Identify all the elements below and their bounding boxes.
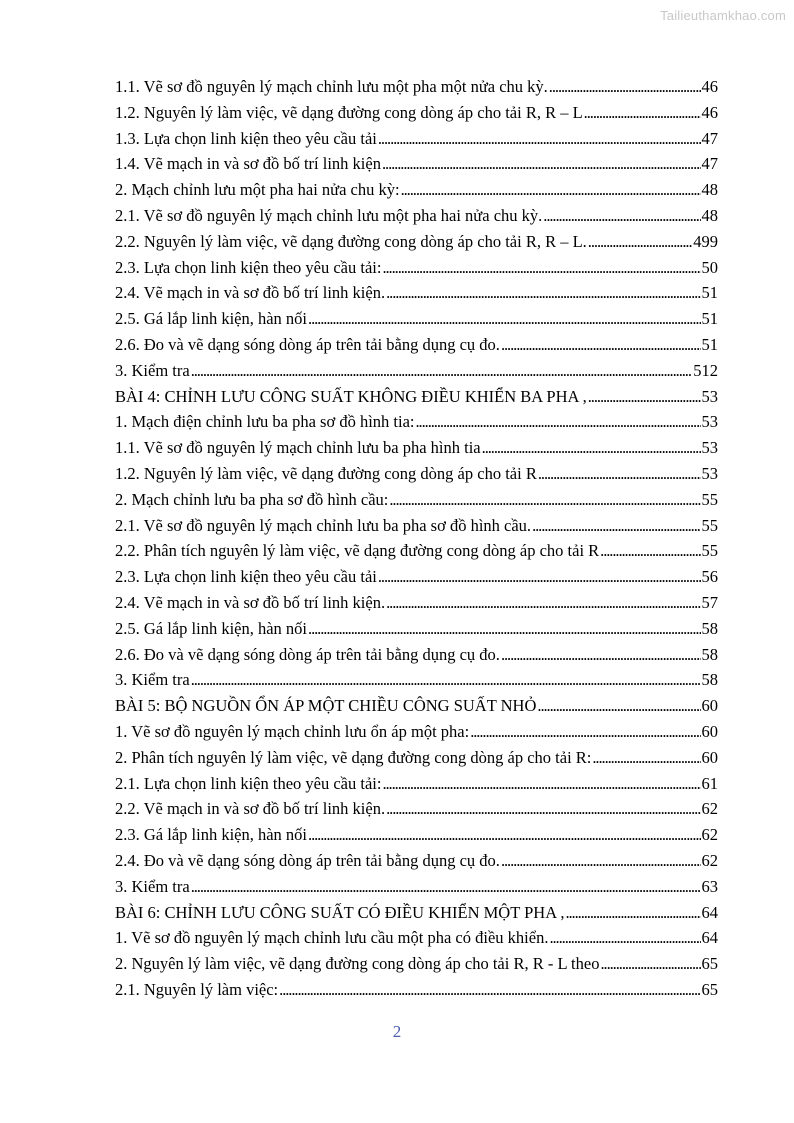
toc-dot-leader — [191, 358, 693, 384]
toc-entry[interactable] — [115, 358, 718, 384]
toc-dot-leader — [386, 796, 700, 822]
toc-dot-leader — [600, 538, 700, 564]
toc-dot-leader — [543, 203, 700, 229]
toc-dot-leader — [537, 693, 700, 719]
toc-entry[interactable] — [115, 667, 718, 693]
toc-entry-title: 2.5. Gá lắp linh kiện, hàn nối — [115, 309, 308, 329]
toc-dot-leader — [382, 771, 700, 797]
toc-entry[interactable] — [115, 564, 718, 590]
toc-entry[interactable] — [115, 719, 718, 745]
table-of-contents — [115, 74, 718, 1003]
toc-entry-page: 60 — [701, 696, 718, 716]
toc-entry[interactable] — [115, 616, 718, 642]
toc-entry-title: 2. Mạch chỉnh lưu một pha hai nửa chu kỳ: — [115, 180, 400, 200]
toc-entry-page: 65 — [701, 954, 718, 974]
toc-dot-leader — [588, 384, 701, 410]
toc-dot-leader — [501, 848, 701, 874]
toc-entry[interactable] — [115, 848, 718, 874]
toc-entry-title: 2. Nguyên lý làm việc, vẽ dạng đường cong dòng áp cho tải R, R - L theo — [115, 954, 600, 974]
toc-dot-leader — [279, 977, 700, 1003]
toc-dot-leader — [378, 126, 701, 152]
toc-entry[interactable] — [115, 771, 718, 797]
toc-entry-page: 48 — [701, 180, 718, 200]
toc-dot-leader — [588, 229, 692, 255]
toc-dot-leader — [549, 74, 701, 100]
toc-dot-leader — [401, 177, 701, 203]
toc-entry-title: BÀI 6: CHỈNH LƯU CÔNG SUẤT CÓ ĐIỀU KHIỂN MỘT PHA , — [115, 902, 565, 922]
toc-entry-page: 60 — [701, 721, 718, 741]
toc-dot-leader — [592, 745, 700, 771]
toc-entry-page: 48 — [701, 205, 718, 225]
toc-entry-page: 46 — [701, 102, 718, 122]
toc-entry-title: 2.1. Lựa chọn linh kiện theo yêu cầu tải: — [115, 773, 382, 793]
toc-entry-title: 2.3. Gá lắp linh kiện, hàn nối — [115, 825, 308, 845]
toc-entry-title: 2.2. Nguyên lý làm việc, vẽ dạng đường cong dòng áp cho tải R, R – L. — [115, 231, 587, 251]
toc-entry[interactable] — [115, 513, 718, 539]
toc-entry[interactable] — [115, 384, 718, 410]
toc-dot-leader — [470, 719, 700, 745]
toc-entry-page: 58 — [701, 670, 718, 690]
toc-entry[interactable] — [115, 538, 718, 564]
toc-entry-page: 55 — [701, 489, 718, 509]
toc-entry-page: 64 — [701, 928, 718, 948]
toc-entry[interactable] — [115, 874, 718, 900]
toc-entry[interactable] — [115, 951, 718, 977]
toc-entry-page: 64 — [701, 902, 718, 922]
toc-dot-leader — [389, 487, 700, 513]
toc-dot-leader — [501, 642, 701, 668]
toc-entry[interactable] — [115, 435, 718, 461]
toc-entry[interactable] — [115, 590, 718, 616]
toc-entry-page: 55 — [701, 515, 718, 535]
toc-entry[interactable] — [115, 461, 718, 487]
toc-entry-page: 58 — [701, 618, 718, 638]
toc-dot-leader — [538, 461, 701, 487]
toc-entry-title: 2.4. Đo và vẽ dạng sóng dòng áp trên tải bằng dụng cụ đo. — [115, 850, 500, 870]
toc-entry[interactable] — [115, 280, 718, 306]
toc-entry-page: 53 — [701, 438, 718, 458]
toc-entry[interactable] — [115, 177, 718, 203]
toc-dot-leader — [386, 280, 700, 306]
toc-entry-page: 57 — [701, 592, 718, 612]
toc-entry-page: 47 — [701, 128, 718, 148]
toc-entry[interactable] — [115, 693, 718, 719]
toc-entry-page: 53 — [701, 386, 718, 406]
toc-entry-title: BÀI 5: BỘ NGUỒN ỔN ÁP MỘT CHIỀU CÔNG SUẤT NHỎ — [115, 696, 537, 716]
toc-entry[interactable] — [115, 900, 718, 926]
toc-dot-leader — [532, 513, 700, 539]
toc-dot-leader — [308, 822, 700, 848]
toc-entry-title: 2.3. Lựa chọn linh kiện theo yêu cầu tải — [115, 567, 377, 587]
toc-entry-page: 62 — [701, 850, 718, 870]
toc-entry[interactable] — [115, 74, 718, 100]
toc-dot-leader — [549, 925, 700, 951]
toc-entry-title: 2.1. Nguyên lý làm việc: — [115, 979, 279, 999]
toc-entry-title: 2.1. Vẽ sơ đồ nguyên lý mạch chỉnh lưu một pha hai nửa chu kỳ. — [115, 205, 543, 225]
toc-entry-page: 62 — [701, 799, 718, 819]
toc-entry[interactable] — [115, 977, 718, 1003]
page-number: 2 — [392, 1022, 402, 1041]
toc-entry-page: 63 — [701, 876, 718, 896]
toc-dot-leader — [308, 616, 700, 642]
toc-entry[interactable] — [115, 796, 718, 822]
toc-entry-title: 2.5. Gá lắp linh kiện, hàn nối — [115, 618, 308, 638]
toc-entry-page: 51 — [701, 309, 718, 329]
toc-entry[interactable] — [115, 642, 718, 668]
toc-entry-title: 1. Vẽ sơ đồ nguyên lý mạch chỉnh lưu cầu một pha có điều khiển. — [115, 928, 549, 948]
toc-entry-title: 2.6. Đo và vẽ dạng sóng dòng áp trên tải bằng dụng cụ đo. — [115, 334, 500, 354]
toc-entry-title: 1.1. Vẽ sơ đồ nguyên lý mạch chỉnh lưu ba pha hình tia — [115, 438, 481, 458]
toc-entry-title: 3. Kiểm tra — [115, 876, 190, 896]
toc-entry-page: 51 — [701, 334, 718, 354]
toc-entry-title: 1.1. Vẽ sơ đồ nguyên lý mạch chỉnh lưu một pha một nửa chu kỳ. — [115, 77, 548, 96]
toc-entry-title: BÀI 4: CHỈNH LƯU CÔNG SUẤT KHÔNG ĐIỀU KHIỂN BA PHA , — [115, 386, 587, 406]
toc-dot-leader — [191, 667, 701, 693]
toc-entry-page: 46 — [701, 77, 718, 96]
toc-entry-title: 2.1. Vẽ sơ đồ nguyên lý mạch chỉnh lưu ba pha sơ đồ hình cầu. — [115, 515, 532, 535]
toc-dot-leader — [378, 564, 701, 590]
toc-entry-page: 60 — [701, 747, 718, 767]
toc-entry-title: 1. Vẽ sơ đồ nguyên lý mạch chỉnh lưu ổn áp một pha: — [115, 721, 470, 741]
toc-entry-title: 2.3. Lựa chọn linh kiện theo yêu cầu tải: — [115, 257, 382, 277]
toc-entry[interactable] — [115, 229, 718, 255]
toc-dot-leader — [382, 151, 701, 177]
toc-entry[interactable] — [115, 255, 718, 281]
toc-dot-leader — [382, 255, 700, 281]
toc-entry-title: 2.4. Vẽ mạch in và sơ đồ bố trí linh kiện. — [115, 592, 386, 612]
toc-entry-title: 3. Kiểm tra — [115, 670, 190, 690]
toc-entry-title: 1.4. Vẽ mạch in và sơ đồ bố trí linh kiện — [115, 154, 381, 174]
toc-entry[interactable] — [115, 332, 718, 358]
toc-entry-page: 61 — [701, 773, 718, 793]
toc-dot-leader — [482, 435, 701, 461]
toc-entry-title: 2.2. Phân tích nguyên lý làm việc, vẽ dạng đường cong dòng áp cho tải R — [115, 541, 600, 561]
toc-entry[interactable] — [115, 745, 718, 771]
toc-entry-page: 53 — [701, 412, 718, 432]
toc-entry-page: 499 — [693, 231, 718, 251]
toc-entry-title: 2.6. Đo và vẽ dạng sóng dòng áp trên tải bằng dụng cụ đo. — [115, 644, 500, 664]
toc-dot-leader — [501, 332, 701, 358]
toc-entry-title: 2. Mạch chỉnh lưu ba pha sơ đồ hình cầu: — [115, 489, 389, 509]
toc-entry-title: 2. Phân tích nguyên lý làm việc, vẽ dạng đường cong dòng áp cho tải R: — [115, 747, 592, 767]
toc-entry-title: 1.3. Lựa chọn linh kiện theo yêu cầu tải — [115, 128, 377, 148]
toc-entry[interactable] — [115, 306, 718, 332]
toc-dot-leader — [308, 306, 700, 332]
toc-entry[interactable] — [115, 822, 718, 848]
toc-entry-page: 65 — [701, 979, 718, 999]
watermark: Tailieuthamkhao.com — [660, 8, 786, 23]
toc-entry-page: 55 — [701, 541, 718, 561]
toc-entry-page: 58 — [701, 644, 718, 664]
toc-entry-page: 53 — [701, 463, 718, 483]
toc-entry[interactable] — [115, 100, 718, 126]
toc-entry-title: 2.2. Vẽ mạch in và sơ đồ bố trí linh kiện. — [115, 799, 386, 819]
toc-entry-title: 2.4. Vẽ mạch in và sơ đồ bố trí linh kiện. — [115, 283, 386, 303]
toc-entry-title: 1.2. Nguyên lý làm việc, vẽ dạng đường cong dòng áp cho tải R — [115, 463, 537, 483]
toc-entry[interactable] — [115, 126, 718, 152]
toc-entry-title: 1.2. Nguyên lý làm việc, vẽ dạng đường cong dòng áp cho tải R, R – L — [115, 102, 583, 122]
toc-entry-title: 1. Mạch điện chỉnh lưu ba pha sơ đồ hình tia: — [115, 412, 415, 432]
toc-dot-leader — [600, 951, 700, 977]
toc-entry-title: 3. Kiểm tra — [115, 360, 190, 380]
toc-entry[interactable] — [115, 151, 718, 177]
toc-dot-leader — [416, 409, 701, 435]
toc-entry[interactable] — [115, 487, 718, 513]
toc-entry[interactable] — [115, 409, 718, 435]
toc-dot-leader — [386, 590, 700, 616]
toc-entry-page: 56 — [701, 567, 718, 587]
toc-entry[interactable] — [115, 925, 718, 951]
toc-entry-page: 47 — [701, 154, 718, 174]
toc-dot-leader — [565, 900, 700, 926]
toc-entry-page: 512 — [693, 360, 718, 380]
toc-entry-page: 62 — [701, 825, 718, 845]
toc-dot-leader — [584, 100, 701, 126]
toc-entry-page: 50 — [701, 257, 718, 277]
toc-entry[interactable] — [115, 203, 718, 229]
toc-entry-page: 51 — [701, 283, 718, 303]
toc-dot-leader — [191, 874, 701, 900]
